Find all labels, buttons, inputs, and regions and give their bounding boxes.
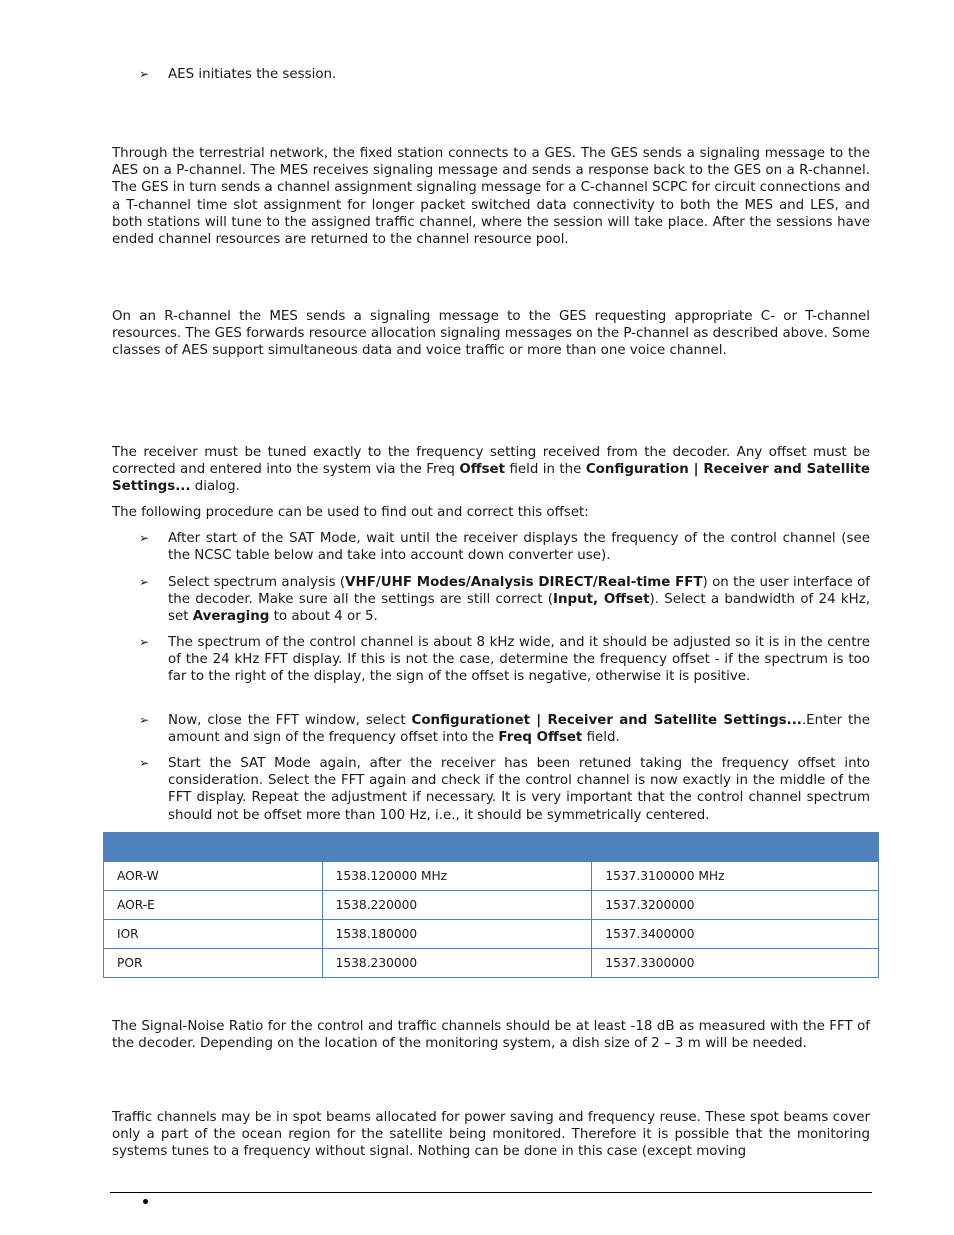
footer-bullet-icon [143,1199,148,1204]
paragraph-session-setup: Through the terrestrial network, the fixed station connects to a GES. The GES sends a signaling message to the AES on a P-channel. The MES receives signaling message and sends a response back to the GES on a R-channel. The GES in turn sends a channel assignment signaling message for a C-channel SCPC for circuit connections and a T-channel time slot assignment for longer packet switched data connectivity to both the MES and LES, and both stations will tune to the assigned traffic channel, where the session will take place. After the sessions have ended channel resources are returned to the channel resource pool. [112,146,870,248]
arrow-bullet-icon: ➢ [139,531,150,545]
paragraph-r-channel: On an R-channel the MES sends a signaling message to the GES requesting appropriate C- or T-channel resources. The GES forwards resource allocation signaling messages on the P-channel as described above. Some classes of AES support simultaneous data and voice traffic or more than one voice channel. [112,309,871,359]
procedure-step-4: ➢ Now, close the FFT window, select Configurationet | Receiver and Satellite Settings....Enter the amount and sign of the frequency offset into the Freq Offset field. [139,713,870,746]
paragraph-procedure-intro: The following procedure can be used to find out and correct this offset: [112,505,589,520]
table-row: IOR 1538.180000 1537.3400000 [104,920,879,949]
table-header-row [104,833,879,862]
procedure-step-5: ➢ Start the SAT Mode again, after the receiver has been retuned taking the frequency offset into consideration. Select the FFT again and check if the control channel is now exactly in the middle of the FFT display. Repeat the adjustment if necessary. It is very important that the control channel spectrum should not be offset more than 100 Hz, i.e., it should be symmetrically centered. [139,756,870,823]
table-row: AOR-W 1538.120000 MHz 1537.3100000 MHz [104,862,879,891]
procedure-step-3: ➢ The spectrum of the control channel is about 8 kHz wide, and it should be adjusted so it is in the centre of the 24 kHz FFT display. If this is not the case, determine the frequency offset - if the spectrum is too far to the right of the display, the sign of the offset is negative, otherwise it is positive. [139,635,870,685]
arrow-bullet-icon: ➢ [139,756,150,770]
table-row: AOR-E 1538.220000 1537.3200000 [104,891,879,920]
procedure-step-2: ➢ Select spectrum analysis (VHF/UHF Modes/Analysis DIRECT/Real-time FFT) on the user interface of the decoder. Make sure all the settings are still correct (Input, Offset). Select a bandwidth of 24 kHz, set Averaging to about 4 or 5. [139,575,871,625]
paragraph-receiver-tuning: The receiver must be tuned exactly to the frequency setting received from the decoder. Any offset must be corrected and entered into the system via the Freq Offset field in the Configuration | Receiver and Satellite Settings... dialog. [112,445,870,495]
footer-divider [110,1192,872,1193]
arrow-bullet-icon: ➢ [139,713,150,727]
ncsc-frequency-table [103,832,879,978]
paragraph-snr: The Signal-Noise Ratio for the control and traffic channels should be at least -18 dB as measured with the FFT of the decoder. Depending on the location of the monitoring system, a dish size of 2 – 3 m will be needed. [112,1019,870,1052]
table-row: POR 1538.230000 1537.3300000 [104,949,879,978]
arrow-bullet-icon: ➢ [139,67,150,81]
paragraph-spot-beams: Traffic channels may be in spot beams allocated for power saving and frequency reuse. These spot beams cover only a part of the ocean region for the satellite being monitored. Therefore it is possible that the monitoring systems tunes to a frequency without signal. Nothing can be done in this case (except moving [112,1110,870,1160]
arrow-bullet-icon: ➢ [139,575,150,589]
intro-bullet: ➢ AES initiates the session. [139,67,337,82]
arrow-bullet-icon: ➢ [139,635,150,649]
procedure-step-1: ➢ After start of the SAT Mode, wait until the receiver displays the frequency of the control channel (see the NCSC table below and take into account down converter use). [139,531,870,564]
